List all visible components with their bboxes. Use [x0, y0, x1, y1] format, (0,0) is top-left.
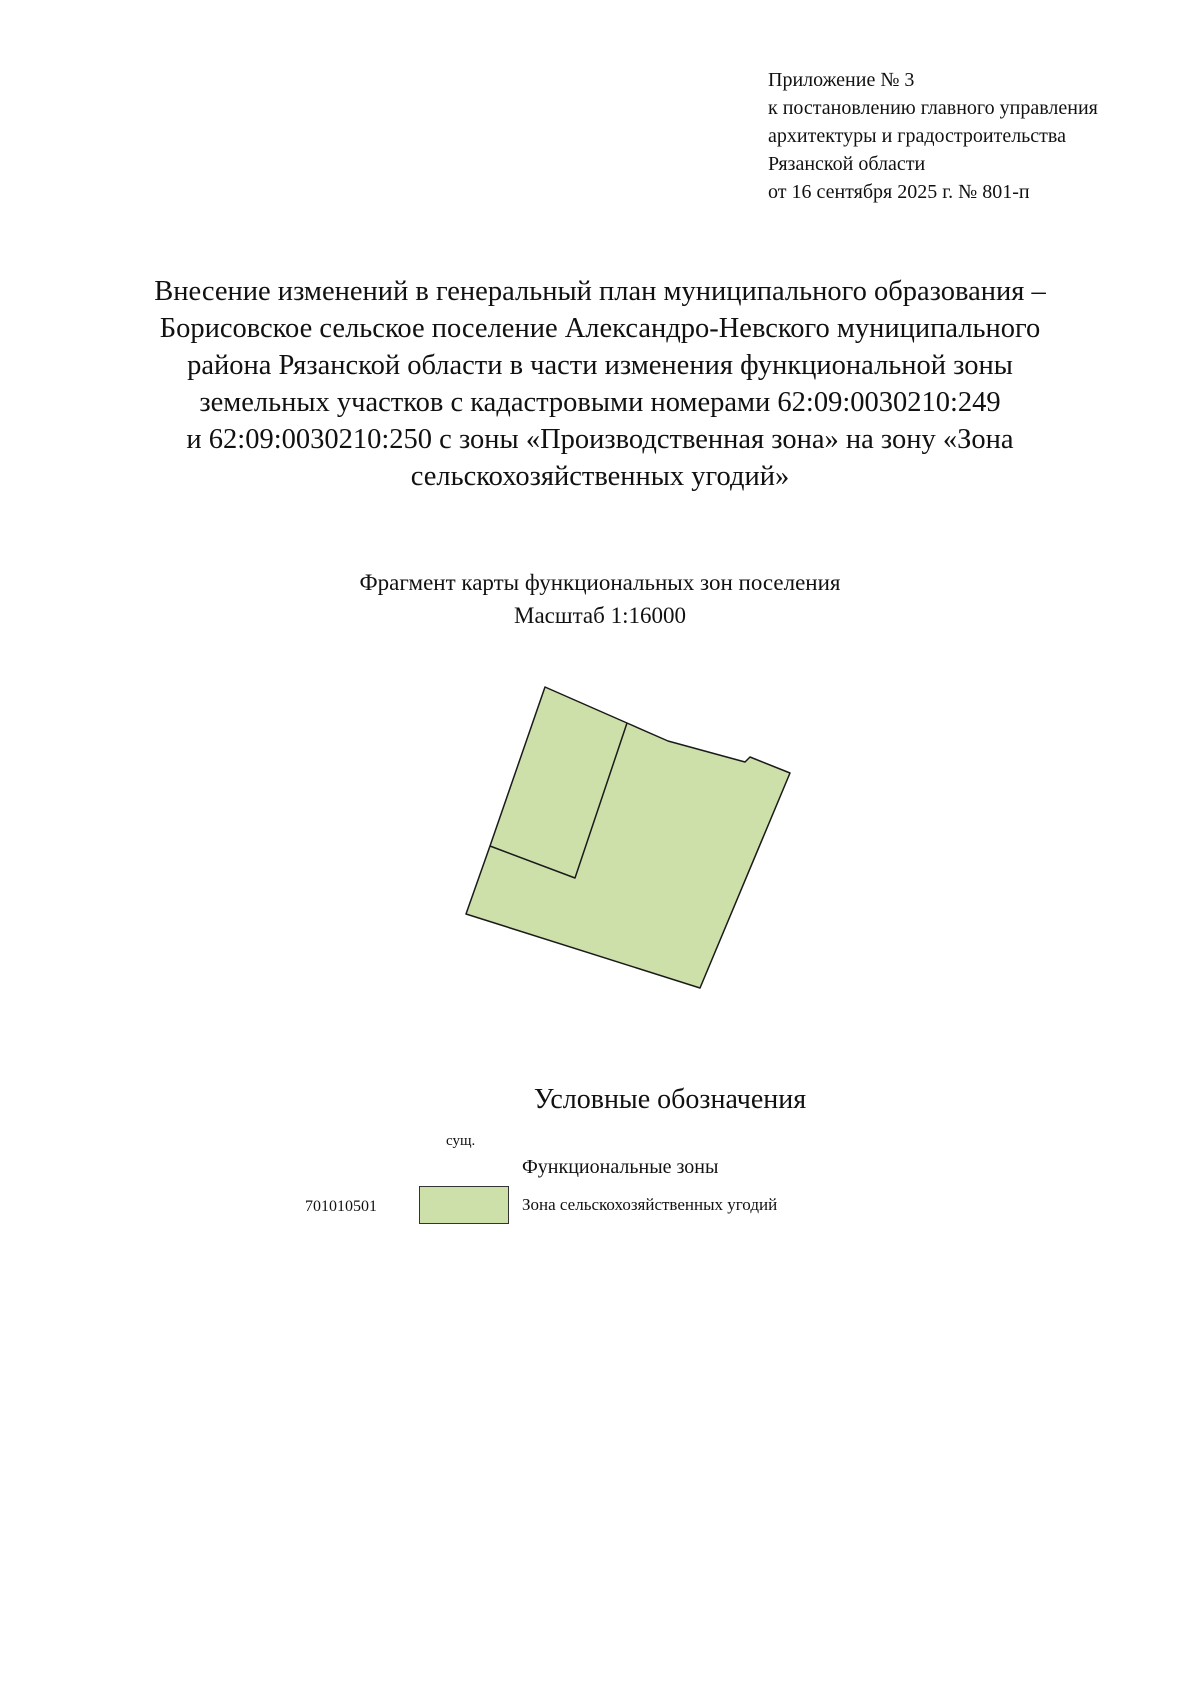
agricultural-zone-parcel	[466, 687, 790, 988]
title-line: сельскохозяйственных угодий»	[410, 461, 790, 492]
legend-note: сущ.	[446, 1133, 476, 1149]
legend-title: Условные обозначения	[533, 1084, 807, 1115]
appendix-line: к постановлению главного управления	[768, 97, 1098, 119]
appendix-line: Приложение № 3	[768, 69, 915, 91]
appendix-line: Рязанской области	[768, 153, 926, 175]
title-line: Внесение изменений в генеральный план муниципального образования –	[154, 276, 1046, 307]
title-line: земельных участков с кадастровыми номерами 62:09:0030210:249	[199, 387, 1001, 418]
legend-swatch	[419, 1186, 509, 1224]
title-line: Борисовское сельское поселение Александро-Невского муниципального	[159, 313, 1041, 344]
appendix-line: от 16 сентября 2025 г. № 801-п	[768, 181, 1030, 203]
map-fragment-caption: Фрагмент карты функциональных зон поселения	[359, 570, 841, 595]
title-line: и 62:09:0030210:250 с зоны «Производственная зона» на зону «Зона	[186, 424, 1014, 455]
map-scale: Масштаб 1:16000	[514, 603, 686, 628]
legend-zone-code: 701010501	[305, 1198, 377, 1215]
appendix-line: архитектуры и градостроительства	[768, 125, 1066, 147]
legend-group-heading: Функциональные зоны	[522, 1156, 719, 1178]
title-line: района Рязанской области в части изменения функциональной зоны	[187, 350, 1013, 381]
legend-zone-label: Зона сельскохозяйственных угодий	[522, 1195, 778, 1214]
